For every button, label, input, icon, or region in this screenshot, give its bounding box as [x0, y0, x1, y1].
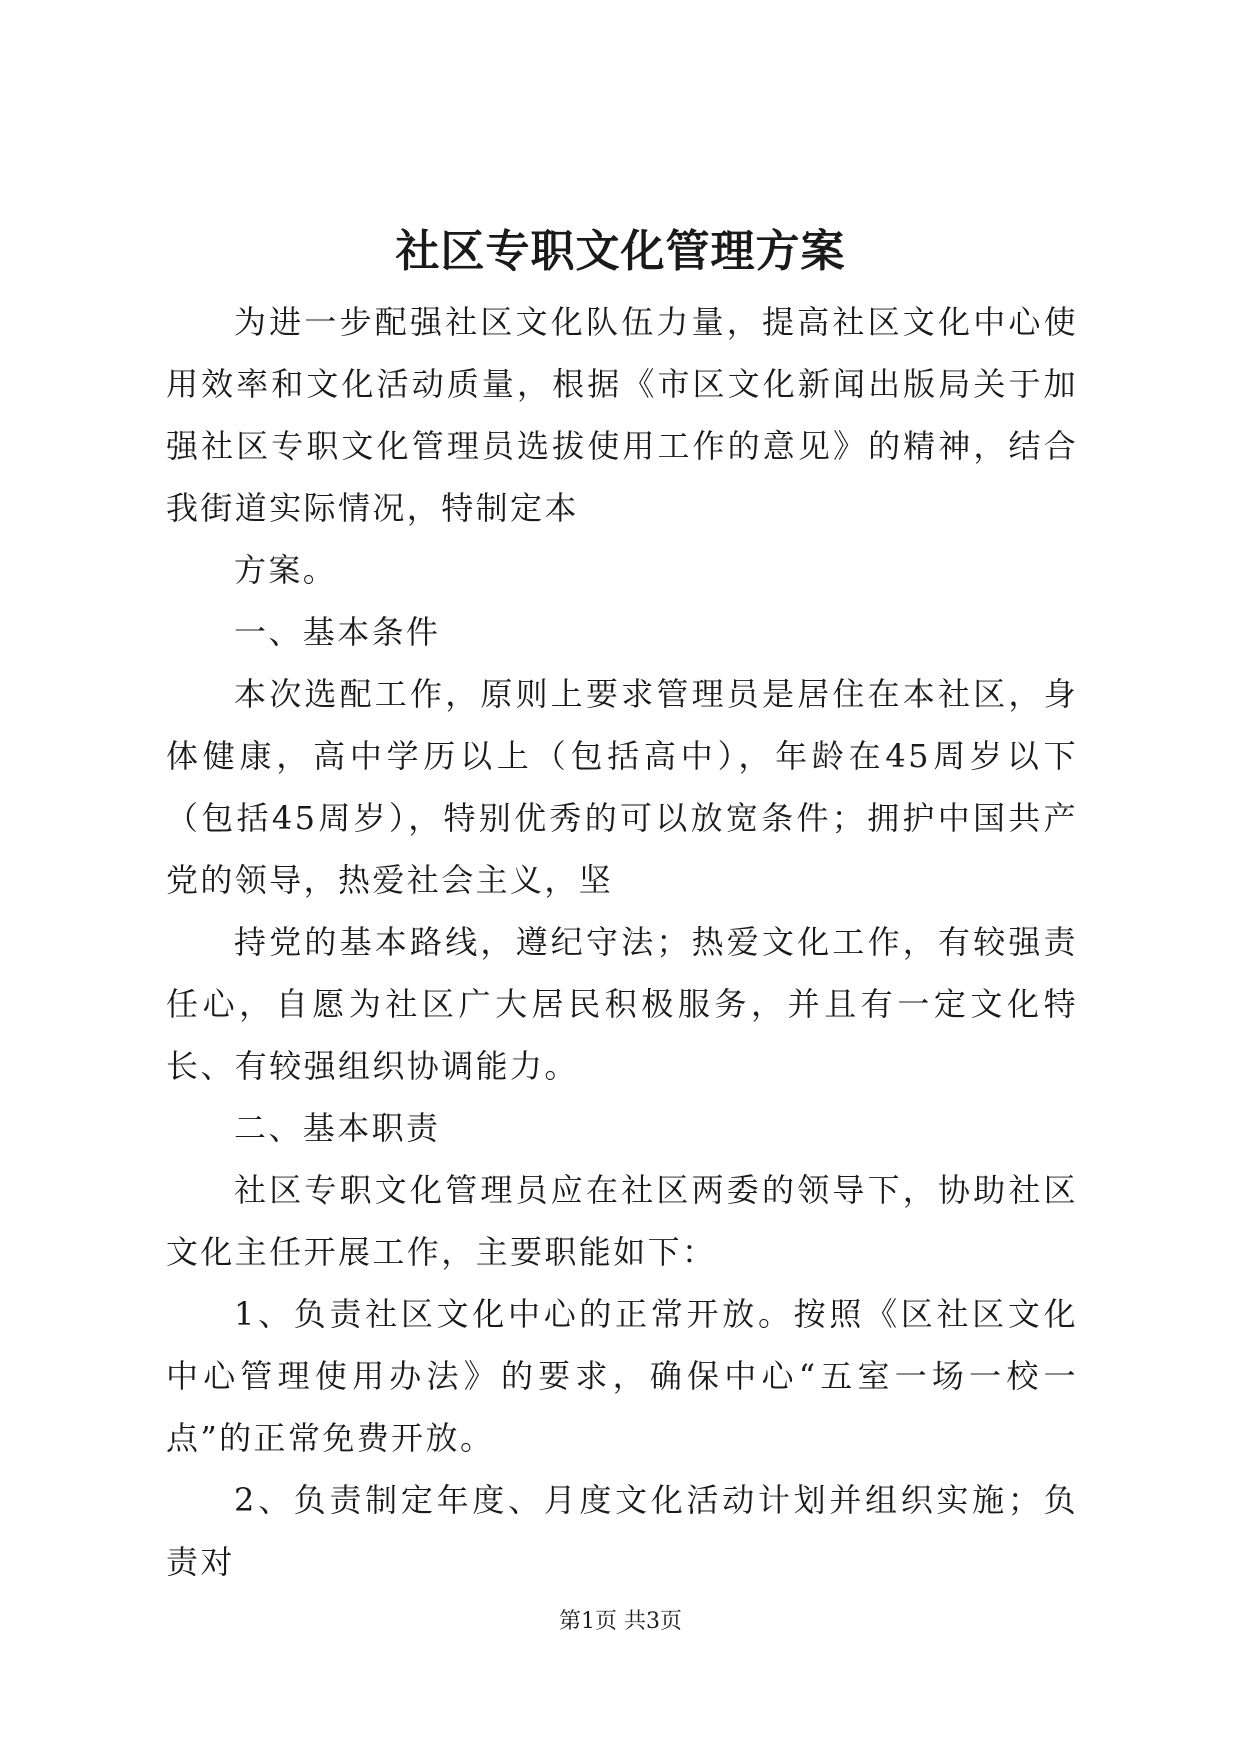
document-title: 社区专职文化管理方案 — [395, 226, 846, 277]
paragraph-duties-intro: 社区专职文化管理员应在社区两委的领导下，协助社区文化主任开展工作，主要职能如下： — [166, 1171, 1078, 1271]
paragraph-duty-1: 1、负责社区文化中心的正常开放。按照《区社区文化中心管理使用办法》的要求，确保中心“五室一场一校一点”的正常免费开放。 — [166, 1295, 1078, 1457]
paragraph-conditions-continued: 持党的基本路线，遵纪守法；热爱文化工作，有较强责任心，自愿为社区广大居民积极服务，并且有一定文化特长、有较强组织协调能力。 — [166, 923, 1078, 1085]
paragraph-conditions: 本次选配工作，原则上要求管理员是居住在本社区，身体健康，高中学历以上（包括高中），年龄在45周岁以下（包括45周岁），特别优秀的可以放宽条件；拥护中国共产党的领导，热爱社会主义，坚 — [166, 675, 1078, 899]
paragraph-intro-continued: 方案。 — [234, 551, 338, 589]
section-heading-basic-conditions: 一、基本条件 — [234, 613, 441, 651]
page-number-footer: 第1页 共3页 — [559, 1609, 682, 1634]
paragraph-duty-2: 2、负责制定年度、月度文化活动计划并组织实施；负责对 — [166, 1481, 1078, 1581]
document-body — [166, 291, 1078, 1593]
section-heading-basic-duties: 二、基本职责 — [234, 1109, 441, 1147]
paragraph-intro: 为进一步配强社区文化队伍力量，提高社区文化中心使用效率和文化活动质量，根据《市区文化新闻出版局关于加强社区专职文化管理员选拔使用工作的意见》的精神，结合我街道实际情况，特制定本 — [166, 303, 1078, 527]
